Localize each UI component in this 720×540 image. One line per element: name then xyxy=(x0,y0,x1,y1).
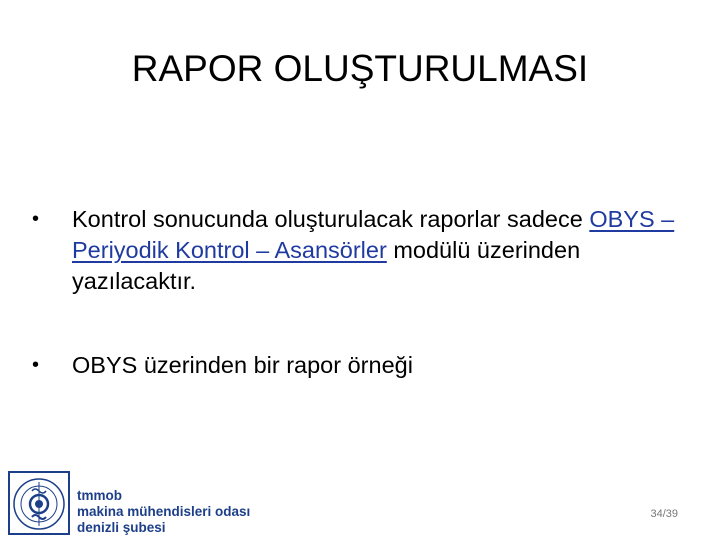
org-line-3: denizli şubesi xyxy=(77,520,166,535)
bullet-dot-icon: • xyxy=(32,354,40,376)
org-line-2: makina mühendisleri odası xyxy=(77,504,251,519)
bullet-list xyxy=(30,204,690,381)
organization-name xyxy=(77,488,250,536)
bullet-text: OBYS üzerinden bir rapor örneği xyxy=(72,352,413,378)
bullet-text-before: Kontrol sonucunda oluşturulacak raporlar sadece xyxy=(72,206,590,232)
mmo-emblem-icon xyxy=(8,471,70,535)
bullet-item xyxy=(30,350,690,381)
slide-title: RAPOR OLUŞTURULMASI xyxy=(131,48,589,89)
page-number: 34/39 xyxy=(650,508,678,520)
bullet-text-after: modülü üzerinden yazılacaktır. xyxy=(72,237,581,294)
bullet-item xyxy=(30,204,690,297)
org-line-1: tmmob xyxy=(77,488,122,503)
obys-module-link[interactable]: OBYS – Periyodik Kontrol – Asansörler xyxy=(72,206,675,263)
bullet-dot-icon: • xyxy=(32,208,40,230)
